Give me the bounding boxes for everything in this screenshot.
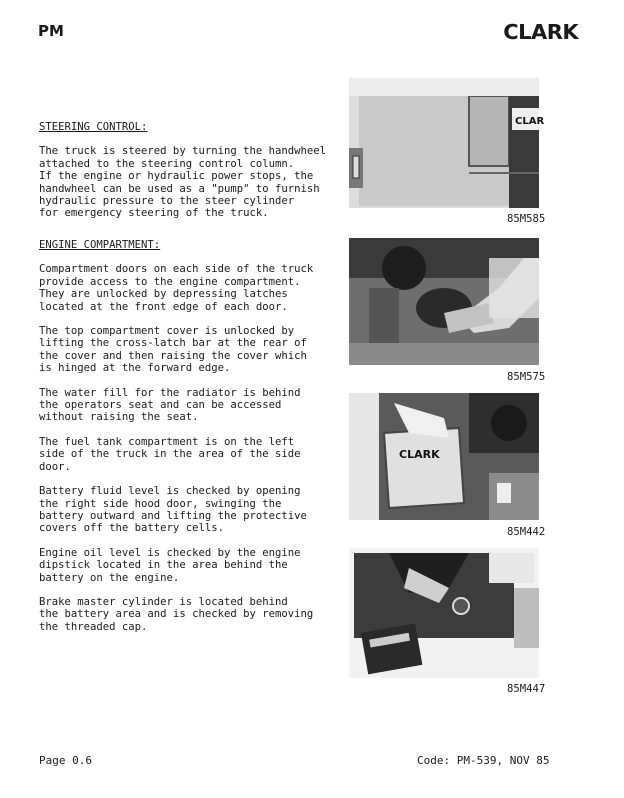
engine-paragraph-7: Brake master cylinder is located behind the battery area and is checked by removing the threaded cap.	[39, 595, 314, 633]
steering-section	[39, 121, 339, 220]
photo-battery	[349, 393, 539, 520]
photo-2-caption: 85M575	[507, 371, 546, 383]
photo-1-caption: 85M585	[507, 213, 546, 225]
photo-steering-control	[349, 78, 545, 208]
photo-4-caption: 85M447	[507, 683, 546, 695]
steering-paragraph: The truck is steered by turning the handwheel attached to the steering control column. If the engine or hydraulic power stops, the handwheel can be used as a "pump" to furnish hydraulic pressure to the steer cylinder for emergency steering of the truck.	[39, 145, 327, 220]
engine-title: ENGINE COMPARTMENT:	[39, 239, 161, 251]
page-header-section: PM	[38, 22, 64, 40]
document-code: Code: PM-539, NOV 85	[417, 754, 550, 767]
engine-section	[39, 239, 339, 633]
photo-battery-image	[349, 393, 539, 520]
page-number: Page 0.6	[39, 754, 92, 767]
clark-logo: CLARK	[503, 20, 579, 44]
photo-brake-cylinder	[349, 548, 539, 678]
photo-3-caption: 85M442	[507, 526, 546, 538]
photo-compartment-latch	[349, 238, 539, 365]
photo-latch-image	[349, 238, 539, 365]
photo-steering-image	[349, 78, 545, 208]
engine-paragraph-2: The top compartment cover is unlocked by lifting the cross-latch bar at the rear of the cover and then raising the cover which is hinged at the forward edge.	[39, 325, 307, 375]
photo-brake-image	[349, 548, 539, 678]
engine-paragraph-1: Compartment doors on each side of the truck provide access to the engine compartment. They are unlocked by depressing latches located at the front edge of each door.	[39, 263, 314, 313]
photo-3-label: CLARK	[399, 448, 440, 461]
engine-paragraph-3: The water fill for the radiator is behind the operators seat and can be accessed without raising the seat.	[39, 386, 301, 424]
engine-paragraph-5: Battery fluid level is checked by opening the right side hood door, swinging the battery outward and lifting the protective covers off the battery cells.	[39, 485, 307, 535]
steering-title: STEERING CONTROL:	[39, 121, 148, 133]
engine-paragraph-6: Engine oil level is checked by the engine dipstick located in the area behind the battery on the engine.	[39, 546, 301, 584]
photo-1-label: CLAR	[515, 116, 545, 127]
engine-paragraph-4: The fuel tank compartment is on the left side of the truck in the area of the side door.	[39, 435, 301, 473]
